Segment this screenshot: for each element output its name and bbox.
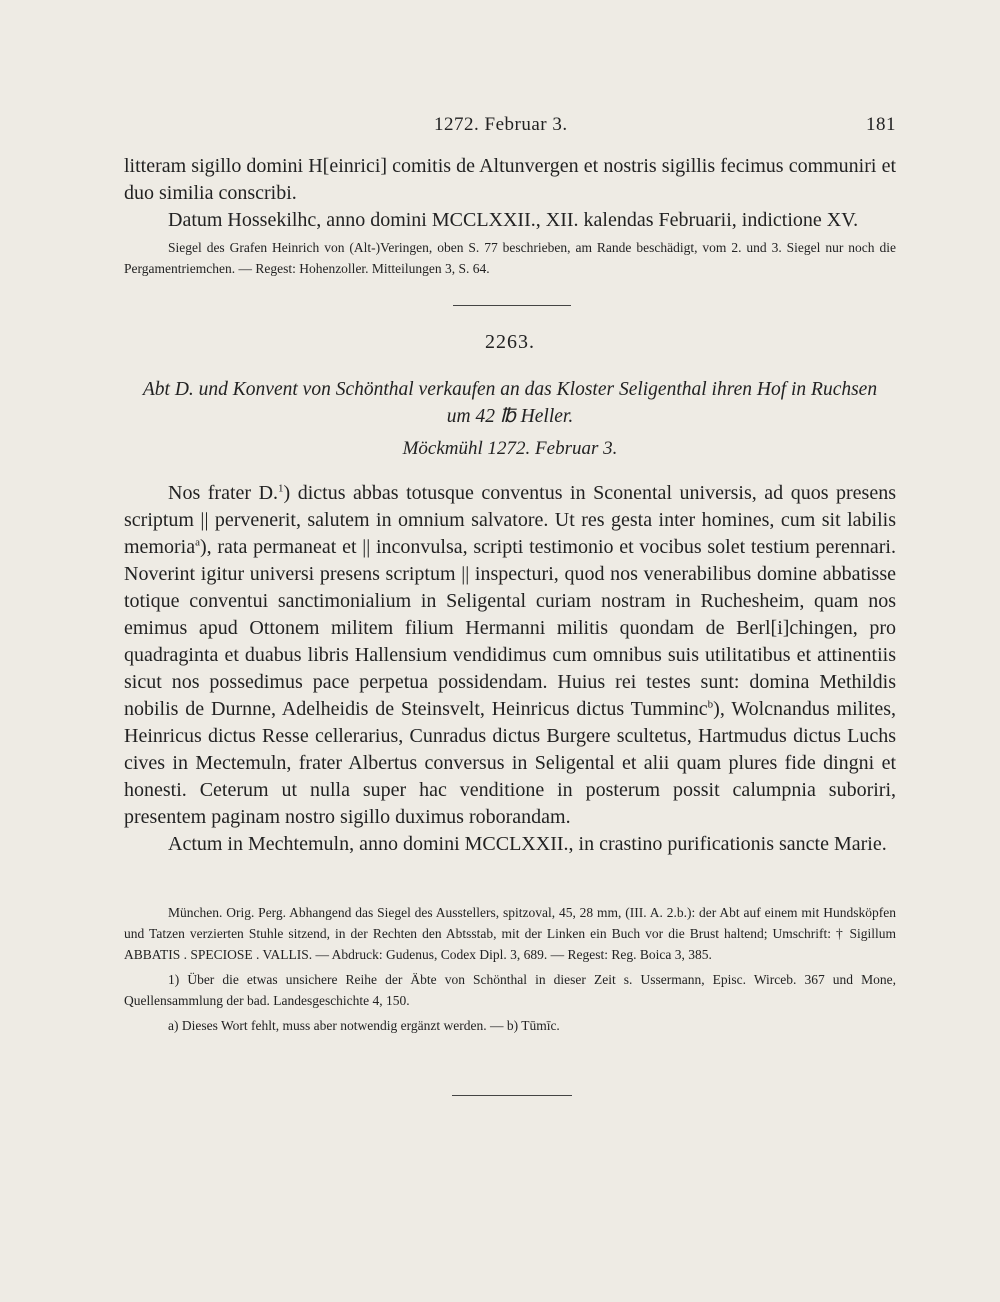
page-number: 181 — [866, 114, 896, 135]
prev-text-line: litteram sigillo domini H[einrici] comitis de Altunvergen et nostris sigillis fecimus communiri et duo similia conscribi. — [124, 155, 896, 204]
separator-rule — [452, 1095, 572, 1096]
document-main-text — [124, 480, 896, 858]
archival-note: München. Orig. Perg. Abhangend das Siegel des Ausstellers, spitzoval, 45, 28 mm, (III. A. 2.b.): der Abt auf einem mit Hundsköpfen und Tatzen verzierten Stuhle sitzend, in der Rechten den Abtsstab, mit der Linken ein Buch vor die Brust haltend; Umschrift: † Sigillum ABBATIS . SPECIOSE . VALLIS. — Abdruck: Gudenus, Codex Dipl. 3, 689. — Regest: Reg. Boica 3, 385. — [124, 905, 896, 962]
previous-document-note — [124, 237, 896, 279]
separator-rule — [453, 305, 571, 306]
header-date: 1272. Februar 3. — [434, 114, 568, 135]
place-date: Möckmühl 1272. Februar 3. — [402, 438, 618, 459]
prev-seal-note: Siegel des Grafen Heinrich von (Alt-)Veringen, oben S. 77 beschrieben, am Rande beschädigt, vom 2. und 3. Siegel nur noch die Pergamentriemchen. — Regest: Hohenzoller. Mitteilungen 3, S. 64. — [124, 240, 896, 276]
main-paragraph — [124, 480, 896, 831]
prev-datum-line: Datum Hossekilhc, anno domini MCCLXXII., XII. kalendas Februarii, indictione XV. — [168, 209, 859, 231]
document-regest — [124, 376, 896, 430]
text-segment: ), Wolcnandus milites, Heinricus dictus Resse cellerarius, Cunradus dictus Burgere scultetus, Hartmudus dictus Luchs cives in Mectemuln, frater Albertus conversus in Seligental et alii quam plures fide dingni et honesti. Ceterum ut nulla super hac venditione in posterum possit calumpnia suboriri, presentem paginam nostro sigillo duximus roborandam. — [124, 698, 896, 828]
document-notes — [124, 902, 896, 1036]
footnote-ref: a — [195, 536, 200, 549]
text-segment: ) dictus abbas totusque conventus in Sconental universis, ad quos presens scriptum || pervenerit, salutem in omnium salvatore. Ut res gesta inter homines, cum sit labilis memoria — [124, 482, 896, 558]
regest-line: um 42 ℔ Heller. — [446, 406, 574, 427]
regest-line: Abt D. und Konvent von Schönthal verkaufen an das Kloster Seligenthal ihren Hof in Ruchsen — [142, 379, 878, 400]
previous-document-end — [124, 153, 896, 234]
footnote-ref: b — [707, 698, 714, 711]
footnote-1: 1) Über die etwas unsichere Reihe der Äbte von Schönthal in dieser Zeit s. Ussermann, Episc. Wirceb. 367 und Mone, Quellensammlung der bad. Landesgeschichte 4, 150. — [124, 972, 896, 1008]
text-segment: ), rata permaneat et || inconvulsa, scripti testimonio et vocibus solet testium perennari. Noverint igitur universi presens scriptum || inspecturi, quod nos venerabilibus domine abbatisse totique conventui sanctimonialium in Seligental curiam nostram in Ruchesheim, quam nos emimus apud Ottonem militem filium Hermanni militis quondam de Berl[i]chingen, pro quadraginta et duabus libris Hallensium vendidimus cum omnibus suis utilitatibus et attinentiis sicut nos possedimus pace perpetua possidendam. Huius rei testes sunt: domina Methildis nobilis de Durnne, Adelheidis de Steinsvelt, Heinricus dictus Tumminc — [124, 536, 896, 720]
footnote-ref: 1 — [278, 482, 284, 495]
actum-line: Actum in Mechtemuln, anno domini MCCLXXII., in crastino purificationis sancte Marie. — [168, 833, 887, 855]
text-segment: Nos frater D. — [168, 482, 279, 504]
document-number: 2263. — [485, 331, 535, 353]
footnote-ab: a) Dieses Wort fehlt, muss aber notwendig ergänzt werden. — b) Tūmīc. — [168, 1018, 560, 1033]
